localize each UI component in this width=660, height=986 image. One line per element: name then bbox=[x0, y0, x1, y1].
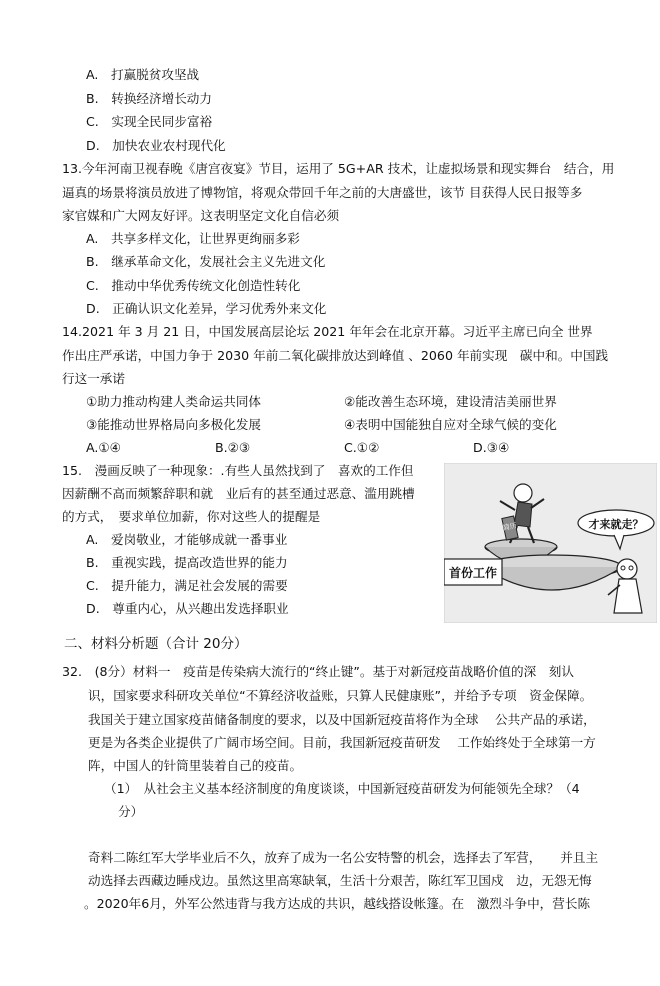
q13-stem-line: 逼真的场景将演员放进了博物馆，将观众带回千年之前的大唐盛世，该节 目获得人民日报等多 bbox=[62, 185, 583, 200]
comic-bubble-text: 才来就走？ bbox=[588, 518, 644, 531]
q14-option-a: A.①④ bbox=[86, 440, 121, 455]
comic-bowl-label: 首份工作 bbox=[448, 566, 498, 580]
comic-illustration bbox=[444, 463, 657, 623]
q14-statement-1: ①助力推动构建人类命运共同体 bbox=[86, 394, 262, 409]
q14-stem-line: 14.2021 年 3 月 21 日，中国发展高层论坛 2021 年年会在北京开幕。习近平主席已向全 世界 bbox=[62, 324, 593, 339]
q12-option-a: A. 打赢脱贫攻坚战 bbox=[86, 67, 200, 82]
q14-stem-line: 行这一承诺 bbox=[62, 371, 125, 386]
q13-option-c: C. 推动中华优秀传统文化创造性转化 bbox=[86, 278, 301, 293]
q32-material-line: 32. (8分）材料一 疫苗是传染病大流行的“终止键”。基于对新冠疫苗战略价值的深 刻认 bbox=[62, 664, 574, 679]
material2-line: 奇料二陈红军大学毕业后不久，放弃了成为一名公安特警的机会，选择去了军营， 并且主 bbox=[88, 850, 599, 865]
comic-drawing bbox=[444, 463, 657, 623]
q14-statement-2: ②能改善生态环境，建设清洁美丽世界 bbox=[344, 394, 557, 409]
q14-stem-line: 作出庄严承诺，中国力争于 2030 年前二氧化碳排放达到峰值 、2060 年前实现 碳中和。中国践 bbox=[62, 348, 609, 363]
q15-option-c: C. 提升能力，满足社会发展的需要 bbox=[86, 578, 288, 593]
q32-material-line: 阵，中国人的针筒里装着自己的疫苗。 bbox=[88, 758, 303, 773]
q12-option-d: D. 加快农业农村现代化 bbox=[86, 138, 226, 153]
q13-stem-line: 家官媒和广大网友好评。这表明坚定文化自信必须 bbox=[62, 208, 340, 223]
q13-option-d: D. 正确认识文化差异，学习优秀外来文化 bbox=[86, 301, 327, 316]
q32-subquestion-1: （1） 从社会主义基本经济制度的角度谈谈，中国新冠疫苗研发为何能领先全球？（4 bbox=[104, 781, 580, 796]
section-heading: 二、材料分析题（合计 20分） bbox=[64, 636, 248, 652]
q14-option-d: D.③④ bbox=[473, 440, 510, 455]
q32-subquestion-1-cont: 分） bbox=[118, 804, 144, 819]
q13-option-a: A. 共享多样文化，让世界更绚丽多彩 bbox=[86, 231, 300, 246]
q14-statement-3: ③能推动世界格局向多极化发展 bbox=[86, 417, 262, 432]
q32-material-line: 更是为各类企业提供了广阔市场空间。目前，我国新冠疫苗研发 工作始终处于全球第一方 bbox=[88, 735, 596, 750]
q14-statement-4: ④表明中国能独自应对全球气候的变化 bbox=[344, 417, 557, 432]
q12-option-c: C. 实现全民同步富裕 bbox=[86, 114, 213, 129]
material2-line: 。2020年6月，外军公然违背与我方达成的共识，越线搭设帐篷。在 激烈斗争中，营长陈 bbox=[84, 896, 591, 911]
q15-option-b: B. 重视实践，提高改造世界的能力 bbox=[86, 555, 288, 570]
q12-option-b: B. 转换经济增长动力 bbox=[86, 91, 212, 106]
q15-stem-line: 因薪酬不高而频繁辞职和就 业后有的甚至通过恶意、滥用跳槽 bbox=[62, 486, 415, 501]
comic-sign-text: 简历 bbox=[502, 521, 518, 533]
q15-option-d: D. 尊重内心，从兴趣出发选择职业 bbox=[86, 601, 289, 616]
q15-option-a: A. 爱岗敬业，才能够成就一番事业 bbox=[86, 532, 288, 547]
q32-material-line: 我国关于建立国家疫苗储备制度的要求，以及中国新冠疫苗将作为全球 公共产品的承诺， bbox=[88, 712, 596, 727]
material2-line: 动选择去西藏边睡戍边。虽然这里高寒缺氧，生活十分艰苦，陈红军卫国戍 边，无怨无悔 bbox=[88, 873, 592, 888]
q13-option-b: B. 继承革命文化，发展社会主义先进文化 bbox=[86, 254, 326, 269]
q15-stem-line: 的方式， 要求单位加薪，你对这些人的提醒是 bbox=[62, 509, 321, 524]
q14-option-c: C.①② bbox=[344, 440, 380, 455]
q32-material-line: 识，国家要求科研攻关单位“不算经济收益账，只算人民健康账”，并给予专项 资金保障。 bbox=[88, 688, 593, 703]
q15-stem-line: 15. 漫画反映了一种现象：.有些人虽然找到了 喜欢的工作但 bbox=[62, 463, 414, 478]
q13-stem-line: 13.今年河南卫视春晚《唐宫夜宴》节目，运用了 5G+AR 技术，让虚拟场景和现实舞台 结合，用 bbox=[62, 161, 615, 176]
q14-option-b: B.②③ bbox=[215, 440, 251, 455]
